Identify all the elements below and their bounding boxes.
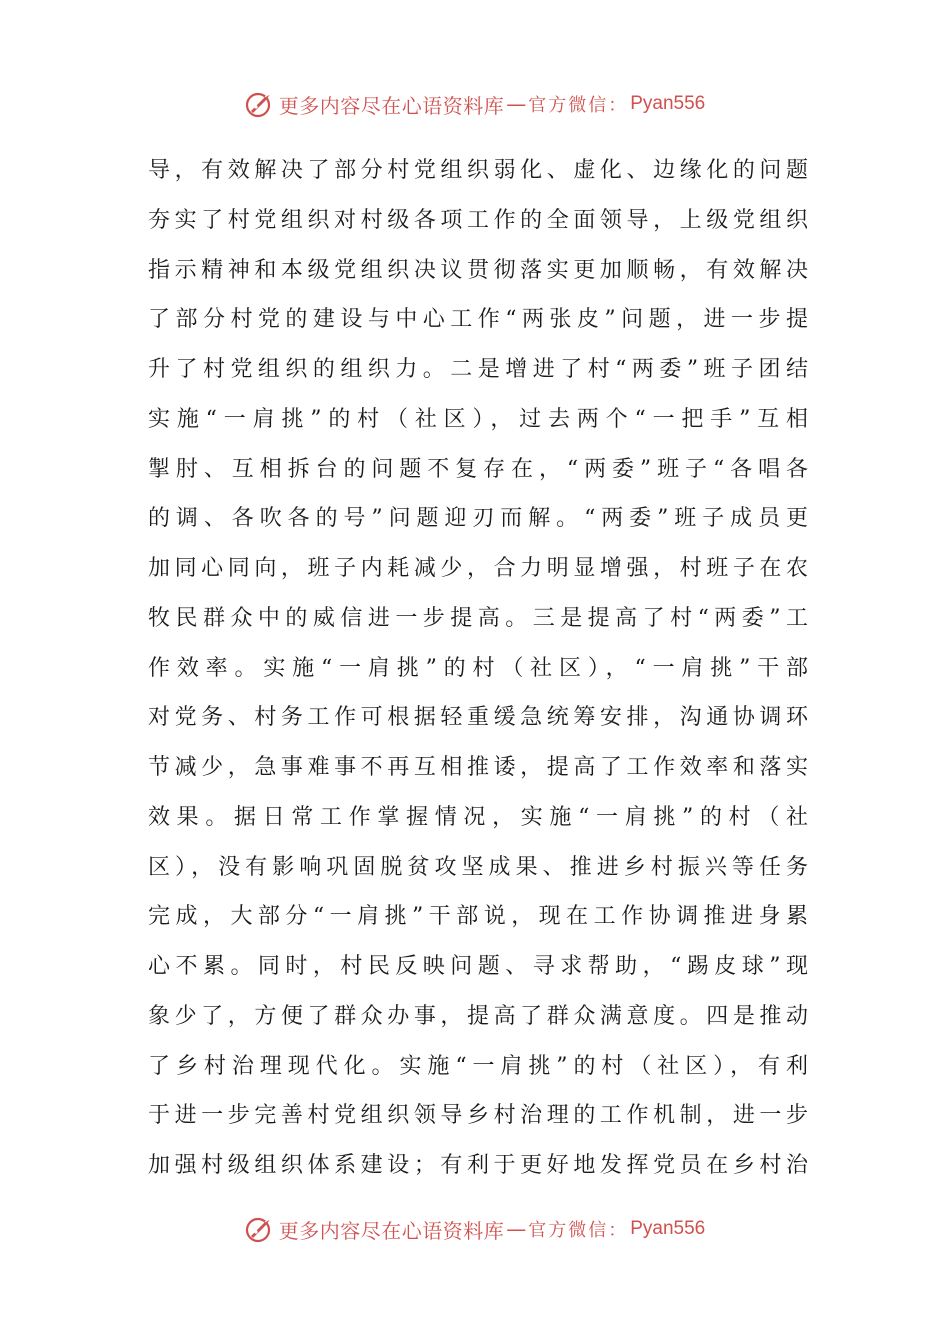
- body-line: 节减少，急事难事不再互相推诿，提高了工作效率和落实: [148, 755, 808, 780]
- body-line: 区），没有影响巩固脱贫攻坚成果、推进乡村振兴等任务: [148, 854, 808, 880]
- footer-site-text: 更多内容尽在心语资料库: [278, 1218, 505, 1243]
- header-wechat-id: Pyan556: [630, 93, 706, 114]
- body-line: 完成，大部分“一肩挑”干部说，现在工作协调推进身累: [148, 904, 808, 930]
- footer-wechat-label: 官方微信：: [528, 1220, 629, 1241]
- document-body: [148, 146, 808, 1191]
- body-line: 对党务、村务工作可根据轻重缓急统筹安排，沟通协调环: [148, 705, 808, 731]
- body-line: 效果。据日常工作掌握情况，实施“一肩挑”的村（社: [148, 804, 808, 830]
- header-site-text: 更多内容尽在心语资料库: [278, 93, 505, 118]
- body-line: 导，有效解决了部分村党组织弱化、虚化、边缘化的问题: [148, 158, 808, 183]
- body-line: 加同心同向，班子内耗减少，合力明显增强，村班子在农: [148, 556, 808, 581]
- pen-nib-logo-icon: [245, 1214, 275, 1244]
- header-dash: —: [506, 92, 527, 116]
- body-line: 牧民群众中的威信进一步提高。三是提高了村“两委”工: [148, 605, 808, 631]
- body-line: 象少了，方便了群众办事，提高了群众满意度。四是推动: [148, 1003, 808, 1029]
- footer-watermark-banner: [0, 1209, 950, 1249]
- footer-dash: —: [506, 1217, 527, 1241]
- header-wechat-label: 官方微信：: [528, 95, 629, 116]
- body-line: 作效率。实施“一肩挑”的村（社区），“一肩挑”干部: [148, 655, 808, 681]
- body-line: 指示精神和本级党组织决议贯彻落实更加顺畅，有效解决: [148, 257, 808, 283]
- body-line: 了部分村党的建设与中心工作“两张皮”问题，进一步提: [148, 307, 808, 333]
- body-line: 心不累。同时，村民反映问题、寻求帮助，“踢皮球”现: [148, 954, 808, 979]
- body-line: 夯实了村党组织对村级各项工作的全面领导，上级党组织: [148, 207, 808, 233]
- body-line: 掣肘、互相拆台的问题不复存在，“两委”班子“各唱各: [148, 456, 808, 482]
- body-line: 加强村级组织体系建设；有利于更好地发挥党员在乡村治: [148, 1153, 808, 1178]
- pen-nib-logo-icon: [245, 89, 275, 119]
- header-watermark-banner: [0, 84, 950, 124]
- body-line: 升了村党组织的组织力。二是增进了村“两委”班子团结: [148, 357, 808, 382]
- footer-wechat-id: Pyan556: [630, 1218, 706, 1239]
- body-line: 的调、各吹各的号”问题迎刃而解。“两委”班子成员更: [148, 506, 808, 532]
- body-line: 于进一步完善村党组织领导乡村治理的工作机制，进一步: [148, 1103, 808, 1129]
- body-line: 了乡村治理现代化。实施“一肩挑”的村（社区），有利: [148, 1053, 808, 1079]
- body-line: 实施“一肩挑”的村（社区），过去两个“一把手”互相: [148, 406, 808, 432]
